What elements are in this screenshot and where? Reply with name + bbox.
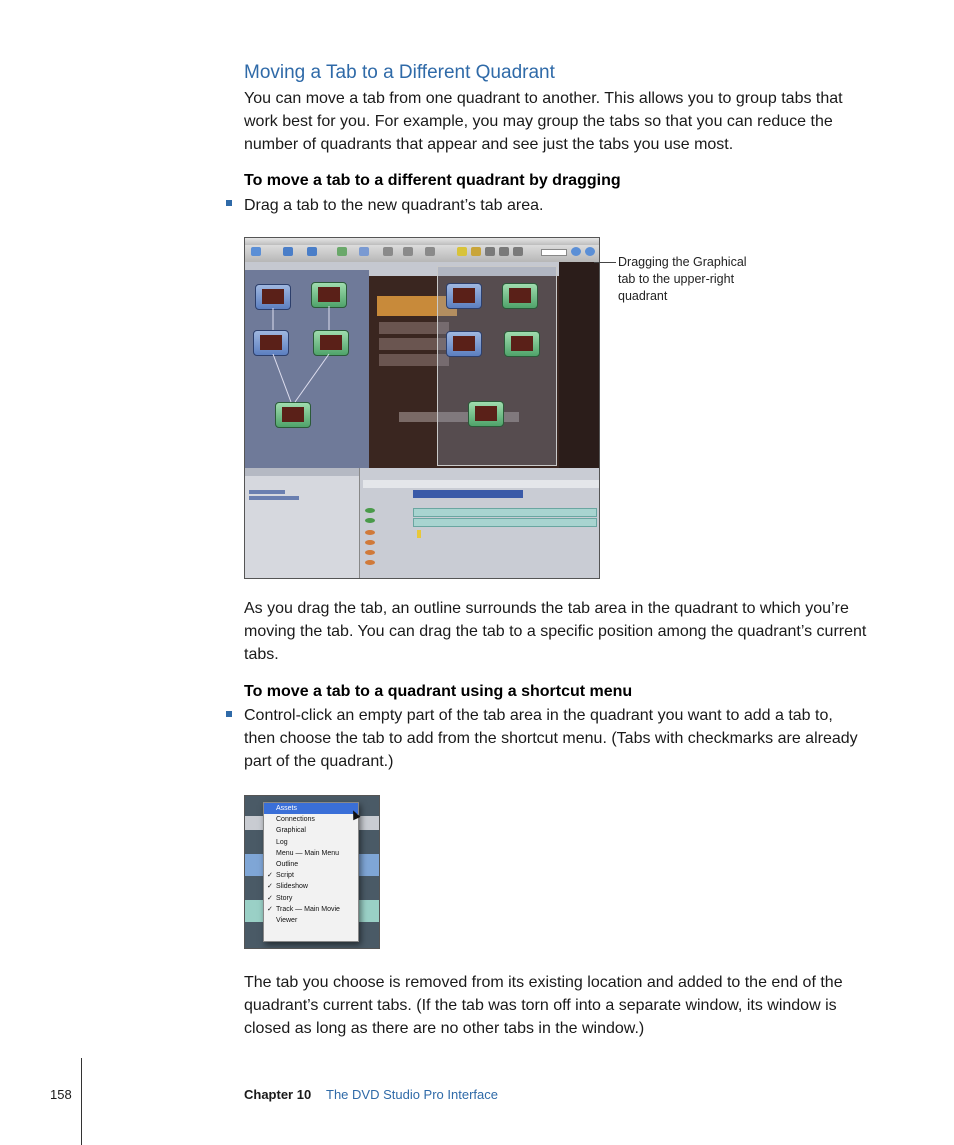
menu-item-label: Graphical	[276, 827, 306, 835]
menu-item[interactable]	[264, 825, 358, 836]
graphical-quadrant	[245, 262, 369, 468]
bullet-marker	[226, 711, 232, 717]
burn-icon	[471, 247, 481, 256]
menu-item[interactable]	[264, 915, 358, 926]
bullet-marker	[226, 200, 232, 206]
menu-item-label: Menu — Main Menu	[276, 849, 340, 857]
closing-paragraph: The tab you choose is removed from its existing location and added to the end of the quadrant’s current tabs. (If the tab was torn off into a separate window, its window is closed as long as there are no other tabs in the window.)	[244, 974, 843, 1037]
add-language-icon	[425, 247, 435, 256]
shortcut-menu[interactable]	[263, 802, 359, 942]
palette-icon	[571, 247, 581, 256]
toolbar	[245, 245, 599, 263]
menu-item[interactable]	[264, 837, 358, 848]
menu-item[interactable]	[264, 893, 358, 904]
menu-item[interactable]	[264, 803, 358, 814]
task1-step: Drag a tab to the new quadrant’s tab area.	[244, 197, 544, 214]
track-status-icon	[365, 540, 375, 545]
add-slideshow-icon	[359, 247, 369, 256]
add-menu-icon	[283, 247, 293, 256]
menu-item-label: Assets	[276, 805, 298, 812]
track-tile	[502, 283, 538, 309]
audio-track-clip	[413, 518, 597, 527]
menu-item[interactable]	[264, 848, 358, 859]
inspector-icon	[585, 247, 595, 256]
menu-item-label: Slideshow	[276, 883, 308, 891]
import-asset-icon	[251, 247, 261, 256]
section-title: Moving a Tab to a Different Quadrant	[244, 62, 555, 83]
menu-item-label: Story	[276, 894, 293, 902]
folder-row	[249, 496, 299, 500]
assets-pane	[245, 468, 360, 578]
track-tile	[504, 331, 540, 357]
callout-leader-line	[594, 262, 616, 263]
window-title-bar	[245, 238, 599, 245]
intro-paragraph: You can move a tab from one quadrant to another. This allows you to group tabs that work best for you. For example, you may group the tabs so that you can reduce the number of quadrants that appear and see just the tabs you use most.	[244, 90, 843, 153]
chapter-label: Chapter 10	[244, 1087, 312, 1102]
right-quadrant	[559, 262, 599, 468]
checkmark-icon: ✓	[267, 905, 273, 913]
task1-heading: To move a tab to a different quadrant by dragging	[244, 172, 621, 189]
video-track-clip	[413, 490, 523, 498]
connection-lines	[245, 262, 369, 468]
menu-item[interactable]	[264, 814, 358, 825]
menu-item-label: Outline	[276, 860, 299, 868]
shortcut-menu-screenshot	[244, 795, 380, 949]
folder-row	[249, 490, 285, 494]
figure-callout: Dragging the Graphical tab to the upper-right quadrant	[618, 255, 747, 303]
timecode-ruler	[363, 480, 599, 488]
checkmark-icon: ✓	[267, 883, 273, 891]
add-story-icon	[383, 247, 393, 256]
menu-item-label: Viewer	[276, 916, 298, 924]
menu-tile	[446, 283, 482, 309]
track-status-icon	[365, 508, 375, 513]
task2-step: Control-click an empty part of the tab area in the quadrant you want to add a tab to, then choose the tab to add from the shortcut menu. (Tabs with checkmarks are already part of the quadrant.)	[244, 707, 858, 770]
menu-item-label: Script	[276, 872, 294, 880]
assets-tab-bar	[245, 468, 359, 476]
page-number: 158	[50, 1087, 72, 1102]
dvd-studio-pro-screenshot	[244, 237, 600, 579]
track-status-icon	[365, 560, 375, 565]
build-icon	[485, 247, 495, 256]
menu-item[interactable]	[264, 870, 358, 881]
track-status-icon	[365, 530, 375, 535]
add-track-icon	[337, 247, 347, 256]
menu-tile	[446, 331, 482, 357]
checkmark-icon: ✓	[267, 894, 273, 902]
playhead-marker	[417, 530, 421, 538]
format-icon	[499, 247, 509, 256]
simulate-icon	[457, 247, 467, 256]
chapter-title: The DVD Studio Pro Interface	[326, 1087, 498, 1102]
track-status-icon	[365, 550, 375, 555]
task2-heading: To move a tab to a quadrant using a shortcut menu	[244, 683, 633, 700]
add-layered-menu-icon	[307, 247, 317, 256]
footer-rule	[81, 1058, 82, 1145]
menu-item[interactable]	[264, 881, 358, 892]
checkmark-icon: ✓	[267, 872, 273, 880]
audio-track-clip	[413, 508, 597, 517]
drag-outline	[437, 266, 557, 466]
para-after-figure: As you drag the tab, an outline surrounds the tab area in the quadrant to which you’re moving the tab. You can drag the tab to a specific position among the quadrant’s current tabs.	[244, 600, 867, 663]
build-format-icon	[513, 247, 523, 256]
menu-item[interactable]	[264, 859, 358, 870]
menu-item-label: Track — Main Movie	[276, 905, 340, 913]
menu-item-label: Log	[276, 838, 288, 846]
track-tile	[468, 401, 504, 427]
track-status-icon	[365, 518, 375, 523]
menu-item-label: Connections	[276, 816, 315, 824]
menu-item[interactable]	[264, 904, 358, 915]
disc-meter	[541, 249, 567, 256]
add-script-icon	[403, 247, 413, 256]
